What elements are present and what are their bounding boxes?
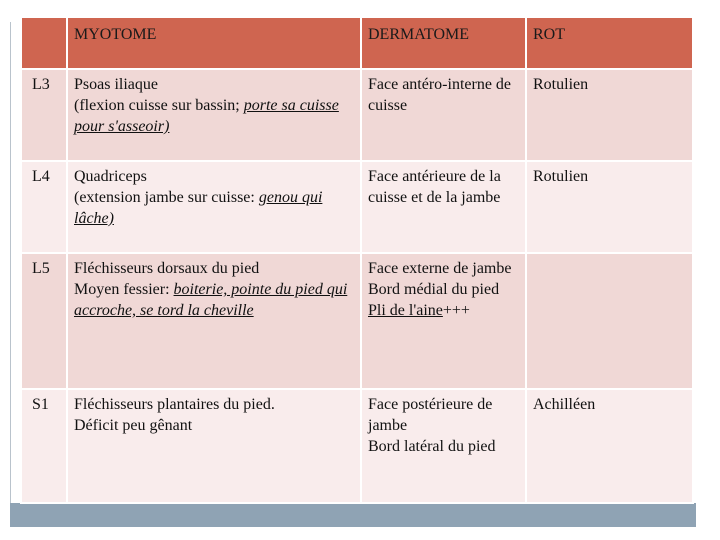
myotome-detail-emphasis: genou qui lâche) <box>74 189 323 227</box>
header-dermatome: DERMATOME <box>361 17 526 69</box>
header-rot: ROT <box>526 17 693 69</box>
dermatome-line: Bord latéral du pied <box>368 438 496 455</box>
myotome-detail-text: (extension jambe sur cuisse: <box>74 189 259 206</box>
dermatome-line: Face externe de jambe <box>368 260 512 277</box>
reflex-table <box>20 16 694 504</box>
row-level: S1 <box>21 389 67 503</box>
frame-line <box>10 22 11 522</box>
dermatome-line <box>368 300 519 321</box>
table-row <box>21 161 693 253</box>
table-row <box>21 389 693 503</box>
table-row <box>21 253 693 389</box>
row-rot: Rotulien <box>526 161 693 253</box>
dermatome-line: Face postérieure de jambe <box>368 396 493 434</box>
row-rot: Rotulien <box>526 69 693 161</box>
table-header-row <box>21 17 693 69</box>
myotome-detail <box>74 95 354 137</box>
dermatome-emphasis: Pli de l'aine <box>368 302 443 319</box>
table-row <box>21 69 693 161</box>
row-myotome <box>67 161 361 253</box>
row-level: L4 <box>21 161 67 253</box>
row-dermatome <box>361 389 526 503</box>
myotome-muscle: Psoas iliaque <box>74 76 158 93</box>
myotome-detail-text: Moyen fessier: <box>74 281 174 298</box>
dermatome-suffix: +++ <box>442 302 470 319</box>
row-rot: Achilléen <box>526 389 693 503</box>
myotome-detail-emphasis: boiterie, pointe du pied qui accroche, se tord la cheville <box>74 281 348 319</box>
dermatome-line: Bord médial du pied <box>368 281 500 298</box>
row-dermatome <box>361 253 526 389</box>
myotome-muscle: Fléchisseurs dorsaux du pied <box>74 260 260 277</box>
header-myotome: MYOTOME <box>67 17 361 69</box>
myotome-detail <box>74 279 354 321</box>
row-rot <box>526 253 693 389</box>
row-level: L3 <box>21 69 67 161</box>
myotome-detail-emphasis: porte sa cuisse pour s'asseoir) <box>74 97 339 135</box>
row-level: L5 <box>21 253 67 389</box>
myotome-detail <box>74 187 354 229</box>
myotome-muscle: Fléchisseurs plantaires du pied. <box>74 396 275 413</box>
myotome-detail: Déficit peu gênant <box>74 417 193 434</box>
bottom-band <box>10 503 696 527</box>
row-dermatome: Face antéro-interne de cuisse <box>361 69 526 161</box>
row-myotome <box>67 389 361 503</box>
row-myotome <box>67 69 361 161</box>
myotome-muscle: Quadriceps <box>74 168 147 185</box>
header-level <box>21 17 67 69</box>
row-myotome <box>67 253 361 389</box>
myotome-detail-text: (flexion cuisse sur bassin; <box>74 97 244 114</box>
row-dermatome: Face antérieure de la cuisse et de la jambe <box>361 161 526 253</box>
